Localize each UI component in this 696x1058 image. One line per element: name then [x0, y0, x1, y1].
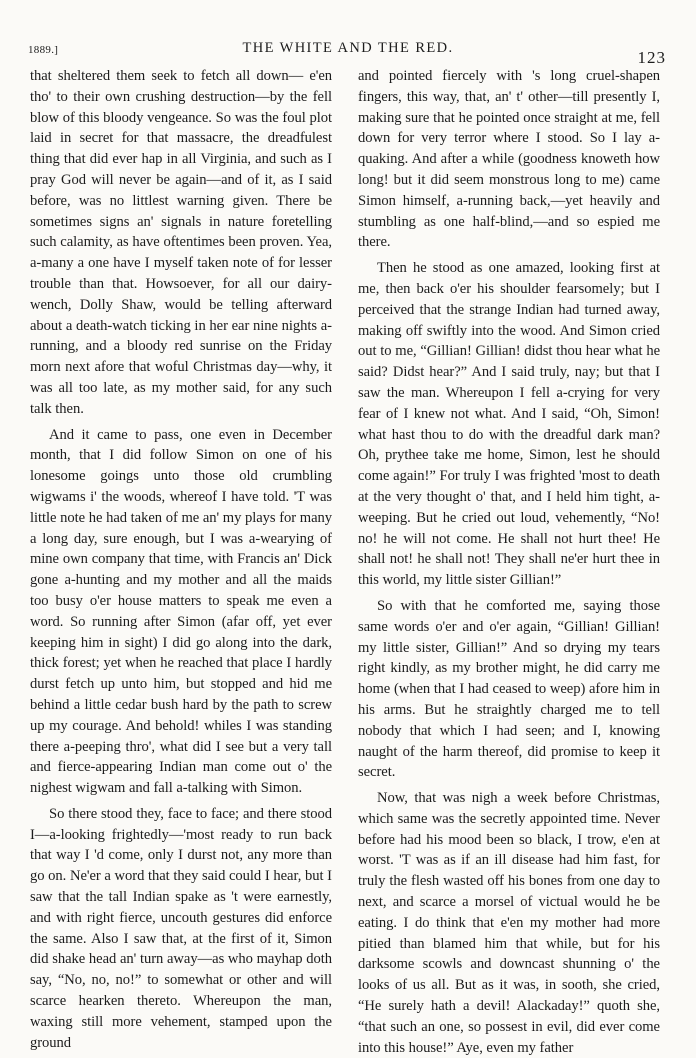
header-year: 1889.] — [28, 44, 59, 56]
running-title: THE WHITE AND THE RED. — [242, 40, 454, 56]
paragraph: Then he stood as one amazed, looking first at me, then back o'er his shoulder fearsomely; but I perceived that the strange Indian had turned away, making off swiftly into the wood. And Simon cried out to me, “Gillian! Gillian! didst thou hear what he said? Didst hear?” And I said truly, nay; but that I saw the man. Whereupon I fell a-crying for very fear of I knew not what. And I said, “Oh, Simon! what hast thou to do with the dreadful dark man? Oh, prythee take me home, Simon, lest he should come again!” For truly I was frighted 'most to death at the very thought o' that, and I held him tight, a-weeping. But he cried out loud, vehemently, “No! no! he will not come. He shall not hurt thee! He shall not! he shall not! They shall ne'er hurt thee in this world, my little sister Gillian!” — [358, 260, 660, 589]
paragraph: that sheltered them seek to fetch all down— e'en tho' to their own crushing destruction—by the fell blow of this bloody vengeance. So was the foul plot laid in secret for that massacre, the dreadfulest thing that did ever hap in all Virginia, and such as I pray God will never be again—and of it, as I said before, was no littlest warning given. There be sometimes signs an' signals in nature foretelling such calamity, as have oftentimes been proven. Yea, a-many a one have I myself taken note of for lesser trouble than that. Howsoever, for all our dairy-wench, Dolly Shaw, would be telling afterward about a death-watch ticking in her ear nine nights a-running, and a bloody red sunrise on the Friday morn next afore that woful Christmas day—why, it was all too late, as my mother said, for any such talk then. — [30, 68, 332, 417]
paragraph: And it came to pass, one even in December month, that I did follow Simon on one of his lonesome goings unto those old crumbling wigwams i' the woods, whereof I have told. 'T was little note he had taken of me an' my plays for many a long day, sure enough, but I was a-wearying of mine own company that time, with Francis an' Dick gone a-hunting and my mother and all the maids too busy o'er house matters to speak me even a word. So running after Simon (afar off, yet ever keeping him in sight) I did go along into the dark, thick forest; yet when he reached that place I hardly durst fetch up unto him, but stopped and hid me behind a little cedar bush hard by the path to screw up my courage. And behold! whiles I was standing there a-peeping thro', what did I see but a very tall and fierce-appearing Indian man come out o' the nighest wigwam and fall a-talking with Simon. — [30, 426, 332, 797]
right-column — [358, 66, 660, 1058]
paragraph: Now, that was nigh a week before Christmas, which same was the secretly appointed time. Never before had his mood been so black, I trow, e'en at worst. 'T was as if an ill disease had him fast, for truly the flesh wasted off his bones from one day to next, and scarce a morsel of victual would he be eating. I do think that e'en my mother had more pitied than blamed him that while, but for his darksome scowls and downcast shunning o' the looks of us all. But as it was, in sooth, she cried, “He surely hath a devil! Alackaday!” quoth she, “that such an one, so possest in evil, did ever come into this house!” Aye, even my father — [358, 790, 660, 1056]
page-number: 123 — [637, 48, 666, 67]
paragraph: So there stood they, face to face; and there stood I—a-looking frightedly—'most ready to run back that way I 'd come, only I durst not, any more than go on. Ne'er a word that they said could I hear, but I saw that the tall Indian spake as 't were earnestly, and with right fierce, uncouth gestures did enforce the same. Also I saw that, at the first of it, Simon did shake head an' turn away—as who mayhap doth say, “No, no, no!” to somewhat or other and will scarce hearken thereto. Whereupon the man, waxing still more vehement, stamped upon the ground — [30, 805, 332, 1051]
paragraph: So with that he comforted me, saying those same words o'er and o'er again, “Gillian! Gillian! my little sister, Gillian!” And so drying my tears right kindly, as my brother might, he did carry me home (when that I had ceased to weep) afore him in his arms. But he straightly charged me to tell nobody that which I had seen; and I, knowing naught of the harm thereof, did promise to keep it secret. — [358, 597, 660, 781]
left-column — [30, 66, 332, 1053]
paragraph: and pointed fiercely with 's long cruel-shapen fingers, this way, that, an' t' other—till presently I, making sure that he pointed once straight at me, fell down for very terror where I stood. So I lay a-quaking. And after a while (goodness knoweth how long! but it did seem monstrous long to me) came Simon himself, a-running back,—yet heavily and stumbling as one half-blind,—and so espied me there. — [358, 68, 660, 251]
